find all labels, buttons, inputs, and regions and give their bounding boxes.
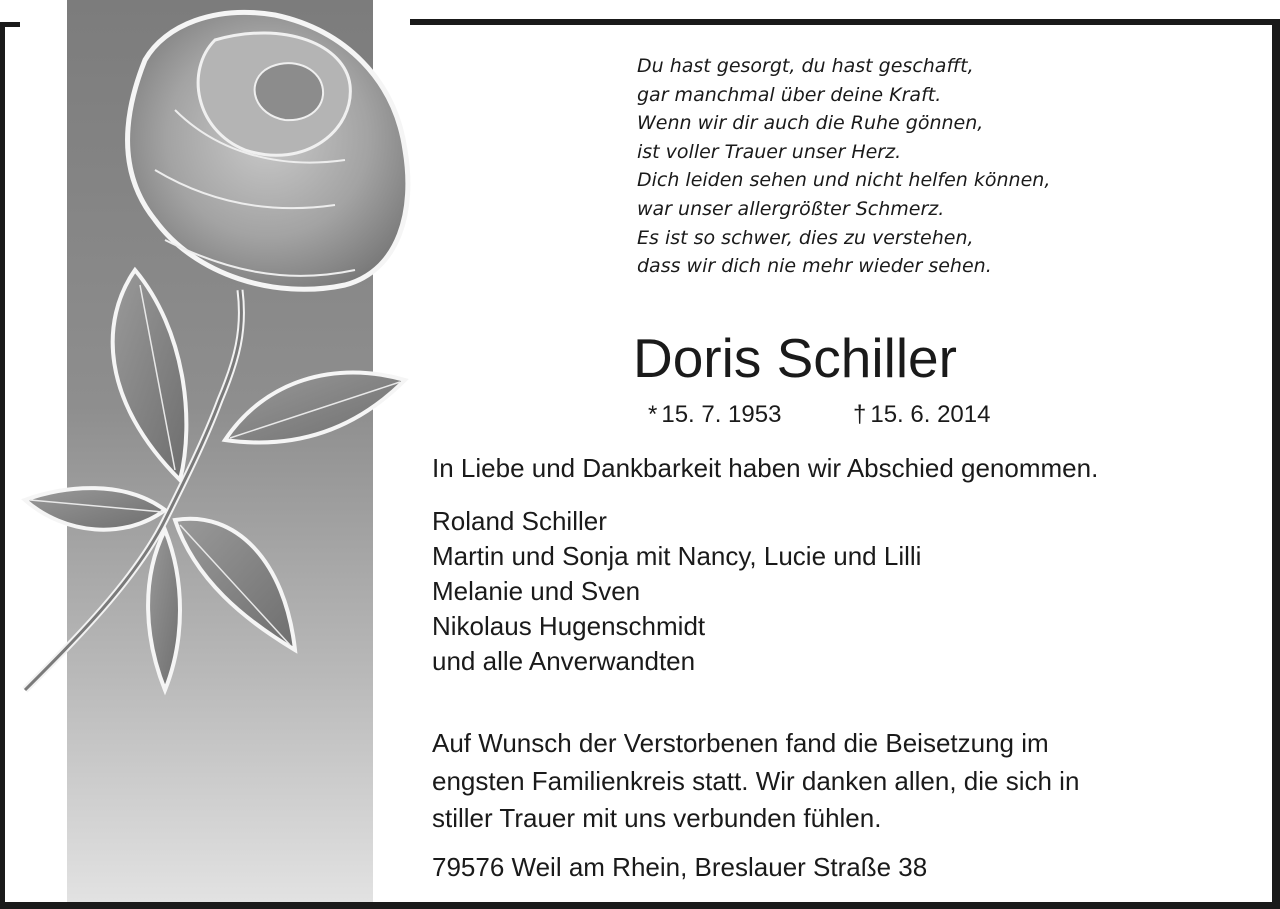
mourner-entry: Martin und Sonja mit Nancy, Lucie und Lilli <box>432 541 922 571</box>
deceased-name: Doris Schiller <box>633 327 957 389</box>
farewell-statement: In Liebe und Dankbarkeit haben wir Abschied genommen. <box>432 453 1099 483</box>
rose-illustration-icon <box>15 0 415 720</box>
frame-left-border <box>0 22 5 907</box>
poem-line: Wenn wir dir auch die Ruhe gönnen, <box>637 112 984 135</box>
memorial-poem <box>637 52 1157 281</box>
mourner-entry: Roland Schiller <box>432 506 607 536</box>
poem-line: Du hast gesorgt, du hast geschafft, <box>637 55 974 77</box>
burial-note-line: stiller Trauer mit uns verbunden fühlen. <box>432 803 882 833</box>
poem-line: war unser allergrößter Schmerz. <box>637 197 945 220</box>
family-address: 79576 Weil am Rhein, Breslauer Straße 38 <box>432 852 928 882</box>
poem-line: Dich leiden sehen und nicht helfen können, <box>637 169 1051 192</box>
birth-date-group <box>648 399 781 431</box>
poem-line: dass wir dich nie mehr wieder sehen. <box>637 255 992 278</box>
poem-line: Es ist so schwer, dies zu verstehen, <box>637 226 974 249</box>
frame-top-right-border <box>410 19 1280 25</box>
mourner-entry: Nikolaus Hugenschmidt <box>432 611 706 641</box>
burial-note-line: Auf Wunsch der Verstorbenen fand die Beisetzung im <box>432 728 1049 758</box>
poem-line: ist voller Trauer unser Herz. <box>637 140 902 163</box>
mourner-entry: Melanie und Sven <box>432 576 641 606</box>
poem-line: gar manchmal über deine Kraft. <box>637 83 942 106</box>
death-date-group <box>853 399 990 431</box>
mourner-entry: und alle Anverwandten <box>432 646 696 676</box>
death-date: 15. 6. 2014 <box>870 401 991 428</box>
burial-note-line: engsten Familienkreis statt. Wir danken allen, die sich in <box>432 765 1080 796</box>
birth-date: 15. 7. 1953 <box>661 401 782 428</box>
mourners-list <box>432 504 921 679</box>
death-cross-icon: † <box>853 401 867 428</box>
birth-star-icon: * <box>648 401 658 428</box>
frame-right-border <box>1272 19 1280 907</box>
frame-bottom-border <box>0 902 1280 909</box>
burial-note <box>432 725 1079 838</box>
